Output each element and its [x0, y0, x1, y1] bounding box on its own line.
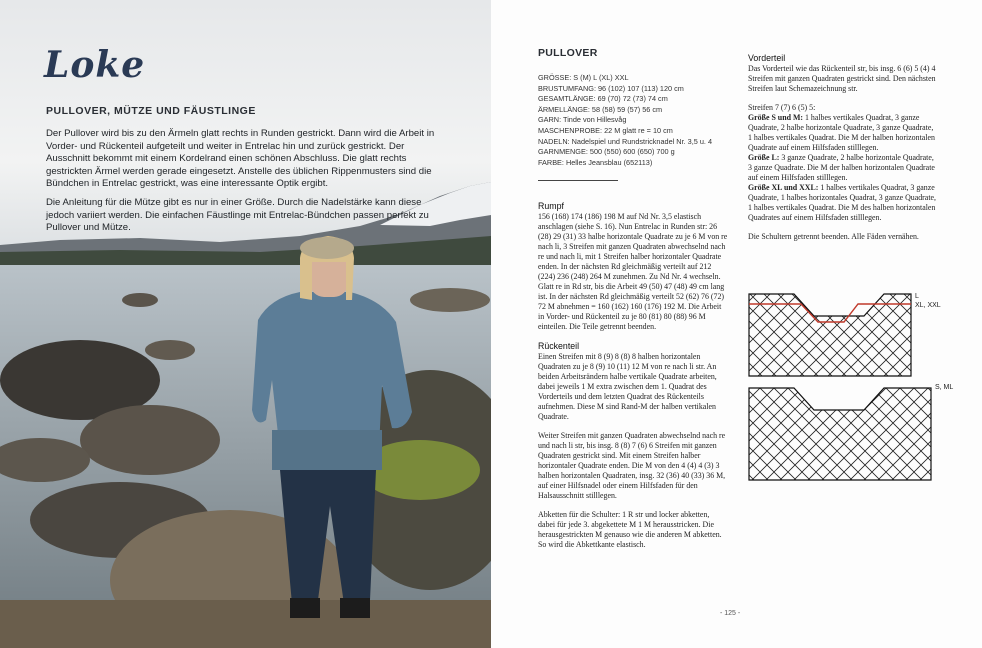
- divider: [538, 180, 618, 181]
- schema-diagram: [746, 290, 954, 490]
- size-label: Größe L:: [748, 153, 780, 162]
- spec-item: GRÖSSE: S (M) L (XL) XXL: [538, 73, 629, 82]
- rueckenteil-text: Abketten für die Schulter: 1 R str und locker abketten, dabei für jede 3. abgekettete M 1 M herausstricken. Die herausgestrickten M genauso wie die anderen M abketten. So wird die Abkettkante elastisch.: [538, 510, 722, 549]
- spec-item: FARBE: Helles Jeansblau (652113): [538, 157, 653, 167]
- spec-item: NADELN: Nadelspiel und Rundstricknadel Nr. 3,5 u. 4: [538, 136, 712, 146]
- spec-item: GARNMENGE: 500 (550) 600 (650) 700 g: [538, 147, 675, 157]
- rumpf-text: 156 (168) 174 (186) 198 M auf Nd Nr. 3,5 elastisch anschlagen (siehe S. 16). Nun Entrelac in Runden str: 26 (28) 29 (31) 33 halbe horizontale Quadrate zu je 6 M von re nach li, 3 Streifen mit ganzen Quadraten abwechselnd nach re und nach li, mit 1 Streifen halber horizontaler Quadrate enden. In der nächsten Rd gleichmäßig verteilt auf 212 (224) 236 (248) 264 M zunehmen. Zu Nd Nr. 4 wechseln. Glatt re in Rd str, bis die Arbeit 49 (50) 47 (48) 49 cm lang ist. In der nächsten Rd gleichmäßig verteilt 52 (62) 76 (72) 72 M abnehmen = 160 (162) 160 (176) 192 M. Die Arbeit in Vorder- und Rückenteil zu je 80 (81) 80 (88) 96 M einteilen. Die Teile getrennt beenden.: [538, 212, 728, 331]
- column-right: [748, 53, 938, 251]
- intro-paragraph: Die Anleitung für die Mütze gibt es nur in einer Größe. Durch die Nadelstärke kann diese jedoch variiert werden. Die einfachen Fäustlinge mit Entrelac-Bündchen passen perfekt zu Pullover und Mütze.: [46, 196, 429, 234]
- vorderteil-intro: Das Vorderteil wie das Rückenteil str, bis insg. 6 (6) 5 (4) 4 Streifen mit ganzen Quadraten gestrickt sind. Den nächsten Streifen laut Schemazeichnung str.: [748, 64, 936, 93]
- rueckenteil-heading: Rückenteil: [538, 341, 580, 351]
- size-text: 1 halbes vertikales Quadrat, 3 ganze Quadrate, 1 halbes horizontales Quadrat, 3 ganze Quadrate, 1 halbes vertikales Quadrat. Die M des halben horizontalen Quadrates auf einem Hilfsfaden stilllegen.: [748, 183, 936, 222]
- column-left: [538, 201, 728, 559]
- size-text: 3 ganze Quadrate, 2 halbe horizontale Quadrate, 3 ganze Quadrate. Die M der halben horizontalen Quadrate auf einem Hilfsfaden stilllegen.: [748, 153, 935, 182]
- spec-item: GARN: Tinde von Hillesvåg: [538, 115, 627, 125]
- rueckenteil-text: Einen Streifen mit 8 (9) 8 (8) 8 halben horizontalen Quadraten zu je 8 (9) 10 (11) 12 M von re nach li str. An beiden Arbeitsrändern halbe vertikale Quadrate arbeiten, dabei jeweils 1 M extra zwischen dem 1. Quadrat des Vorderteils und dem letzten Quadrat des Rückenteils aufnehmen. Diese M sind Rand-M der halben vertikalen Quadrate.: [538, 352, 717, 421]
- intro-text: [46, 128, 441, 241]
- spec-item: ÄRMELLÄNGE: 58 (58) 59 (57) 56 cm: [538, 104, 663, 114]
- intro-paragraph: Der Pullover wird bis zu den Ärmeln glatt rechts in Runden gestrickt. Dann wird die Arbeit in Vorder- und Rückenteil aufgeteilt und weiter in Entrelac hin und zurück gestrickt. Der Ausschnitt bekommt mit einem Kordelrand einen schönen Abschluss. Die glatt rechts gestrickten Ärmel werden gerade eingesetzt. Anstelle des üblichen Rippenmusters sind die Bündchen in Entrelac gestrickt, was eine interessante Optik ergibt.: [46, 128, 435, 190]
- rueckenteil-text: Weiter Streifen mit ganzen Quadraten abwechselnd nach re und nach li str, bis insg. 8 (8) 7 (6) 6 Streifen mit ganzen Quadraten gestrickt sind. Mit einem Streifen halber horizontaler Quadrate enden. Die M von den 4 (4) 4 (3) 3 halben horizontalen Quadraten, insg. 32 (36) 40 (33) 36 M, auf einer Hilfsnadel oder einem Hilfsfaden für den Halsausschnitt stilllegen.: [538, 431, 726, 500]
- size-text: 1 halbes vertikales Quadrat, 3 ganze Quadrate, 2 halbe horizontale Quadrate, 3 ganze Quadrate, 1 halbes vertikales Quadrat. Die M der halben horizontalen Quadrate auf einem Hilfsfaden stilllegen.: [748, 113, 935, 152]
- vorderteil-outro: Die Schultern getrennt beenden. Alle Fäden vernähen.: [748, 232, 919, 241]
- schema-label-s: S, ML: [935, 384, 954, 391]
- spec-item: GESAMTLÄNGE: 69 (70) 72 (73) 74 cm: [538, 94, 668, 104]
- schema-top-shape: [749, 294, 911, 376]
- size-instructions: [748, 103, 938, 223]
- schema-bottom-shape: [749, 388, 931, 480]
- specs-block: [538, 47, 738, 168]
- page-number: - 125 -: [720, 610, 741, 617]
- rumpf-heading: Rumpf: [538, 201, 564, 211]
- specs-list: [538, 73, 738, 168]
- size-label: Größe XL und XXL:: [748, 183, 819, 192]
- pattern-title: Loke: [44, 44, 146, 86]
- vorderteil-heading: Vorderteil: [748, 53, 786, 63]
- spec-item: MASCHENPROBE: 22 M glatt re = 10 cm: [538, 125, 673, 135]
- schema-label-l: L: [915, 293, 919, 300]
- section-title: PULLOVER: [538, 47, 598, 59]
- streifen-line: Streifen 7 (7) 6 (5) 5:: [748, 103, 816, 112]
- instructions-page: [491, 0, 982, 648]
- pattern-subtitle: PULLOVER, MÜTZE UND FÄUSTLINGE: [46, 105, 256, 117]
- spec-item: BRUSTUMFANG: 96 (102) 107 (113) 120 cm: [538, 83, 684, 93]
- size-label: Größe S und M:: [748, 113, 804, 122]
- schema-label-xl: XL, XXL: [915, 302, 941, 309]
